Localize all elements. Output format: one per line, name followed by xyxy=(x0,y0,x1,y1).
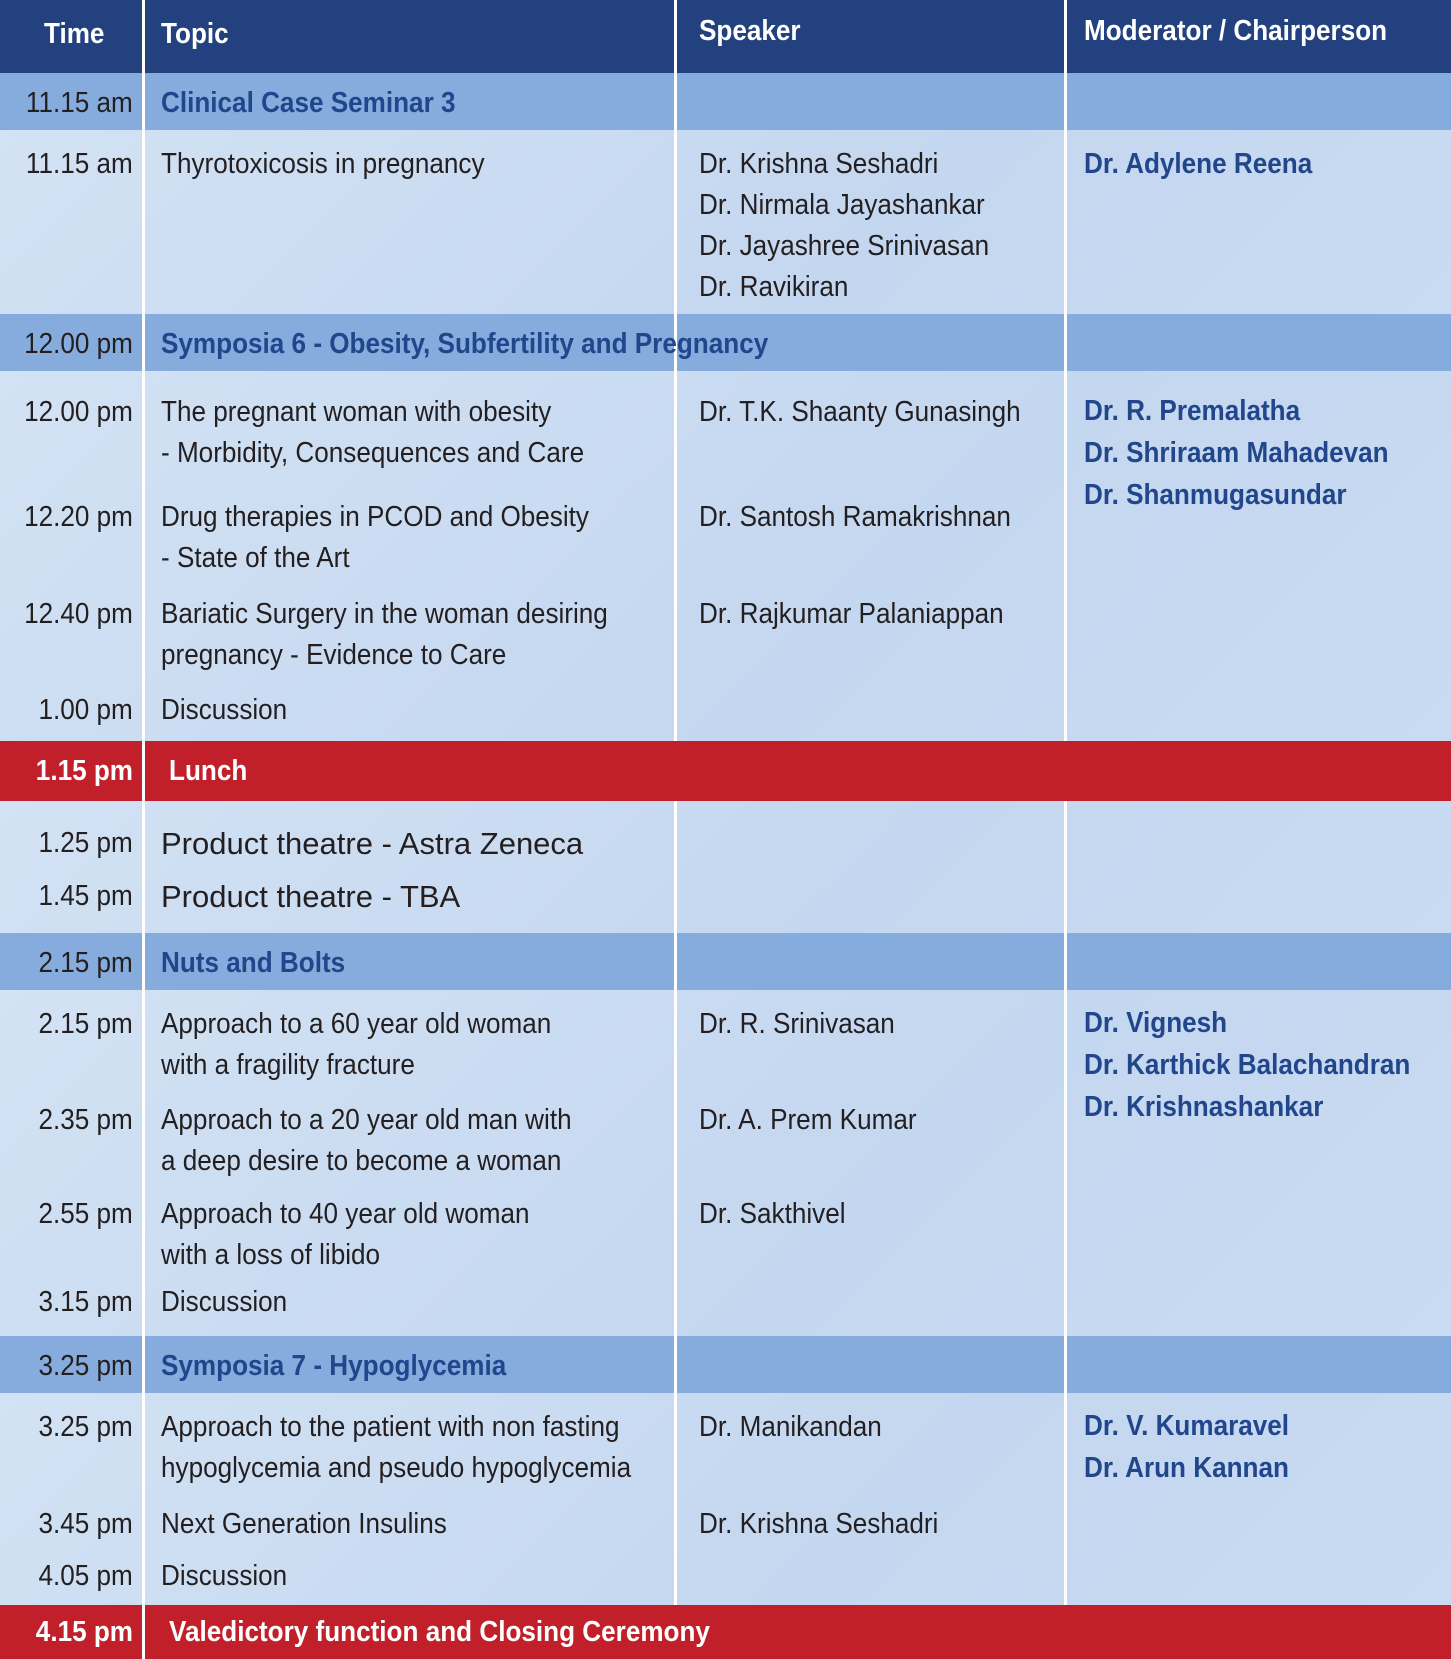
header-time: Time xyxy=(44,18,105,50)
session-topic: Drug therapies in PCOD and Obesity xyxy=(161,501,589,533)
session-time: 12.20 pm xyxy=(24,501,133,533)
session-topic: Product theatre - TBA xyxy=(161,879,461,914)
moderator-name: Dr. V. Kumaravel xyxy=(1084,1410,1290,1442)
session-topic: hypoglycemia and pseudo hypoglycemia xyxy=(161,1452,632,1484)
session-time: 1.00 pm xyxy=(38,694,133,726)
speaker-name: Dr. Krishna Seshadri xyxy=(699,1508,939,1540)
speaker-name: Dr. Nirmala Jayashankar xyxy=(699,189,985,221)
moderator-name: Dr. Adylene Reena xyxy=(1084,148,1313,180)
session-topic: Approach to a 20 year old man with xyxy=(161,1104,572,1136)
column-divider-speaker xyxy=(1064,0,1067,741)
speaker-name: Dr. Santosh Ramakrishnan xyxy=(699,501,1011,533)
session-topic: Approach to 40 year old woman xyxy=(161,1198,530,1230)
session-time: 3.45 pm xyxy=(38,1508,133,1540)
session-topic: a deep desire to become a woman xyxy=(161,1145,562,1177)
session-topic: pregnancy - Evidence to Care xyxy=(161,639,507,671)
break-title: Valedictory function and Closing Ceremony xyxy=(169,1616,710,1648)
session-topic: Bariatic Surgery in the woman desiring xyxy=(161,598,608,630)
header-moderator: Moderator / Chairperson xyxy=(1084,15,1388,47)
session-time: 11.15 am xyxy=(26,148,133,180)
session-topic: Product theatre - Astra Zeneca xyxy=(161,826,584,861)
session-topic: - Morbidity, Consequences and Care xyxy=(161,437,585,469)
session-time: 12.00 pm xyxy=(24,396,133,428)
session-topic: with a loss of libido xyxy=(161,1239,381,1271)
section-time: 12.00 pm xyxy=(24,328,133,360)
session-topic: The pregnant woman with obesity xyxy=(161,396,552,428)
session-time: 12.40 pm xyxy=(24,598,133,630)
column-divider-time xyxy=(142,0,145,1659)
moderator-name: Dr. Shriraam Mahadevan xyxy=(1084,437,1389,469)
moderator-name: Dr. Shanmugasundar xyxy=(1084,479,1347,511)
session-time: 2.35 pm xyxy=(38,1104,133,1136)
session-topic: Discussion xyxy=(161,1286,288,1318)
header-topic: Topic xyxy=(161,18,229,50)
section-title: Symposia 7 - Hypoglycemia xyxy=(161,1350,507,1382)
moderator-name: Dr. Karthick Balachandran xyxy=(1084,1049,1411,1081)
speaker-name: Dr. Ravikiran xyxy=(699,271,849,303)
session-time: 3.25 pm xyxy=(38,1411,133,1443)
moderator-name: Dr. Vignesh xyxy=(1084,1007,1228,1039)
speaker-name: Dr. Sakthivel xyxy=(699,1198,846,1230)
session-time: 2.55 pm xyxy=(38,1198,133,1230)
header-speaker: Speaker xyxy=(699,15,801,47)
speaker-name: Dr. Jayashree Srinivasan xyxy=(699,230,990,262)
speaker-name: Dr. Manikandan xyxy=(699,1411,882,1443)
column-divider-speaker xyxy=(1064,801,1067,1605)
speaker-name: Dr. Rajkumar Palaniappan xyxy=(699,598,1004,630)
section-time: 3.25 pm xyxy=(38,1350,133,1382)
session-time: 3.15 pm xyxy=(38,1286,133,1318)
moderator-name: Dr. Arun Kannan xyxy=(1084,1452,1289,1484)
session-topic: Approach to a 60 year old woman xyxy=(161,1008,552,1040)
session-topic: Discussion xyxy=(161,694,288,726)
moderator-name: Dr. Krishnashankar xyxy=(1084,1091,1324,1123)
speaker-name: Dr. A. Prem Kumar xyxy=(699,1104,917,1136)
speaker-name: Dr. Krishna Seshadri xyxy=(699,148,939,180)
session-time: 1.25 pm xyxy=(38,827,133,859)
speaker-name: Dr. T.K. Shaanty Gunasingh xyxy=(699,396,1021,428)
moderator-name: Dr. R. Premalatha xyxy=(1084,395,1301,427)
session-topic: Discussion xyxy=(161,1560,288,1592)
section-title: Nuts and Bolts xyxy=(161,947,346,979)
session-time: 4.05 pm xyxy=(38,1560,133,1592)
session-topic: - State of the Art xyxy=(161,542,350,574)
section-time: 2.15 pm xyxy=(38,947,133,979)
column-divider-topic xyxy=(674,801,677,1605)
section-time: 11.15 am xyxy=(26,87,133,119)
session-topic: Next Generation Insulins xyxy=(161,1508,447,1540)
session-time: 2.15 pm xyxy=(38,1008,133,1040)
session-topic: Thyrotoxicosis in pregnancy xyxy=(161,148,485,180)
break-title: Lunch xyxy=(169,755,248,787)
section-title: Clinical Case Seminar 3 xyxy=(161,87,456,119)
section-title: Symposia 6 - Obesity, Subfertility and Pregnancy xyxy=(161,328,769,360)
break-time: 1.15 pm xyxy=(35,755,133,787)
break-time: 4.15 pm xyxy=(35,1616,133,1648)
session-topic: with a fragility fracture xyxy=(161,1049,415,1081)
session-time: 1.45 pm xyxy=(38,880,133,912)
column-divider-topic xyxy=(674,0,677,741)
speaker-name: Dr. R. Srinivasan xyxy=(699,1008,895,1040)
session-topic: Approach to the patient with non fasting xyxy=(161,1411,620,1443)
